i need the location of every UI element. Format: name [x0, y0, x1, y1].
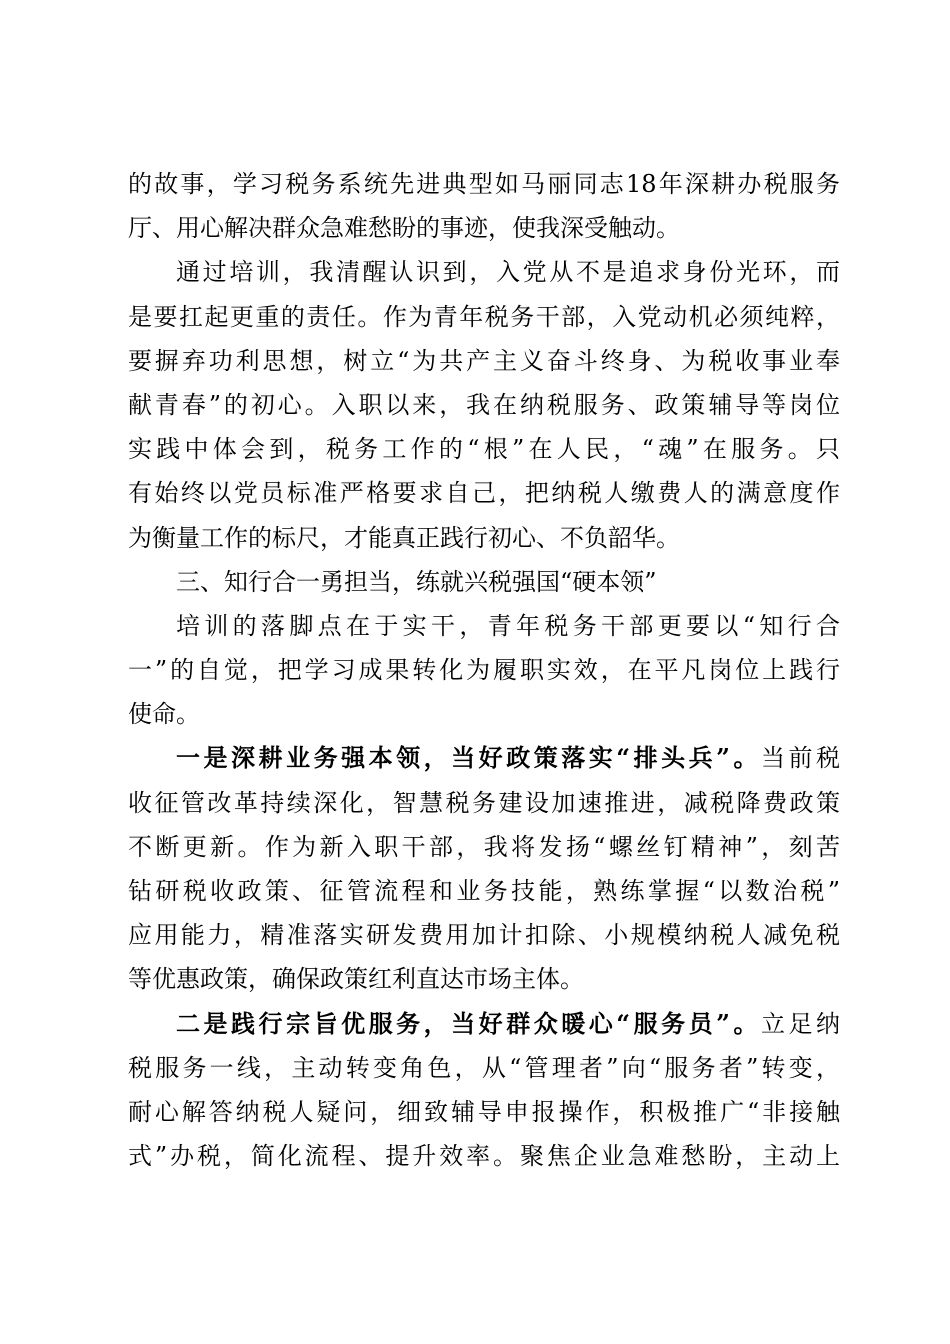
body-text: 三、知行合一勇担当，练就兴税强国“硬本领”: [176, 567, 657, 596]
text-line: [128, 913, 840, 957]
text-line: [128, 250, 840, 294]
text-line: [128, 383, 840, 427]
text-line: [128, 295, 840, 339]
body-text: 有始终以党员标准严格要求自己，把纳税人缴费人的满意度作: [128, 479, 840, 508]
body-text: 收征管改革持续深化，智慧税务建设加速推进，减税降费政策: [128, 788, 840, 817]
text-line: [128, 1046, 840, 1090]
body-text: 是要扛起更重的责任。作为青年税务干部，入党动机必须纯粹，: [128, 302, 840, 331]
bold-heading-text: 一是深耕业务强本领，当好政策落实“排头兵”。: [176, 743, 761, 773]
body-text: 应用能力，精准落实研发费用加计扣除、小规模纳税人减免税: [128, 921, 840, 950]
text-line: [128, 516, 840, 560]
body-text: 不断更新。作为新入职干部，我将发扬“螺丝钉精神”，刻苦: [128, 832, 840, 861]
text-line: [128, 1002, 840, 1046]
text-line: [128, 560, 840, 604]
body-text: 耐心解答纳税人疑问，细致辅导申报操作，积极推广“非接触: [128, 1097, 840, 1126]
body-text: 培训的落脚点在于实干，青年税务干部更要以“知行合: [176, 611, 840, 640]
body-text: 为衡量工作的标尺，才能真正践行初心、不负韶华。: [128, 523, 680, 552]
body-text: 通过培训，我清醒认识到，入党从不是追求身份光环，而: [176, 258, 840, 287]
text-line: [128, 869, 840, 913]
body-text: 使命。: [128, 700, 200, 729]
text-line: [128, 471, 840, 515]
body-text: 献青春”的初心。入职以来，我在纳税服务、政策辅导等岗位: [128, 390, 840, 419]
body-text: 立足纳: [760, 1009, 841, 1038]
text-line: [128, 736, 840, 780]
document-body: [128, 162, 840, 1178]
text-line: [128, 825, 840, 869]
text-line: [128, 604, 840, 648]
body-text: 钻研税收政策、征管流程和业务技能，熟练掌握“以数治税”: [128, 877, 840, 905]
body-text: 当前税: [760, 744, 841, 773]
text-line: [128, 692, 840, 736]
text-line: [128, 648, 840, 692]
body-text: 厅、用心解决群众急难愁盼的事迹，使我深受触动。: [128, 214, 680, 243]
body-text: 要摒弃功利思想，树立“为共产主义奋斗终身、为税收事业奉: [128, 346, 840, 375]
body-text: 一”的自觉，把学习成果转化为履职实效，在平凡岗位上践行: [128, 656, 840, 685]
text-line: [128, 427, 840, 471]
text-line: [128, 339, 840, 383]
text-line: [128, 957, 840, 1001]
text-line: [128, 781, 840, 825]
body-text: 式”办税，简化流程、提升效率。聚焦企业急难愁盼，主动上: [128, 1142, 840, 1171]
body-text: 的故事，学习税务系统先进典型如马丽同志18年深耕办税服务: [128, 170, 840, 198]
text-line: [128, 1134, 840, 1178]
text-line: [128, 162, 840, 206]
body-text: 实践中体会到，税务工作的“根”在人民，“魂”在服务。只: [128, 435, 840, 464]
text-line: [128, 1090, 840, 1134]
body-text: 税服务一线，主动转变角色，从“管理者”向“服务者”转变，: [128, 1053, 840, 1082]
bold-heading-text: 二是践行宗旨优服务，当好群众暖心“服务员”。: [176, 1008, 761, 1038]
body-text: 等优惠政策，确保政策红利直达市场主体。: [128, 965, 584, 994]
text-line: [128, 206, 840, 250]
